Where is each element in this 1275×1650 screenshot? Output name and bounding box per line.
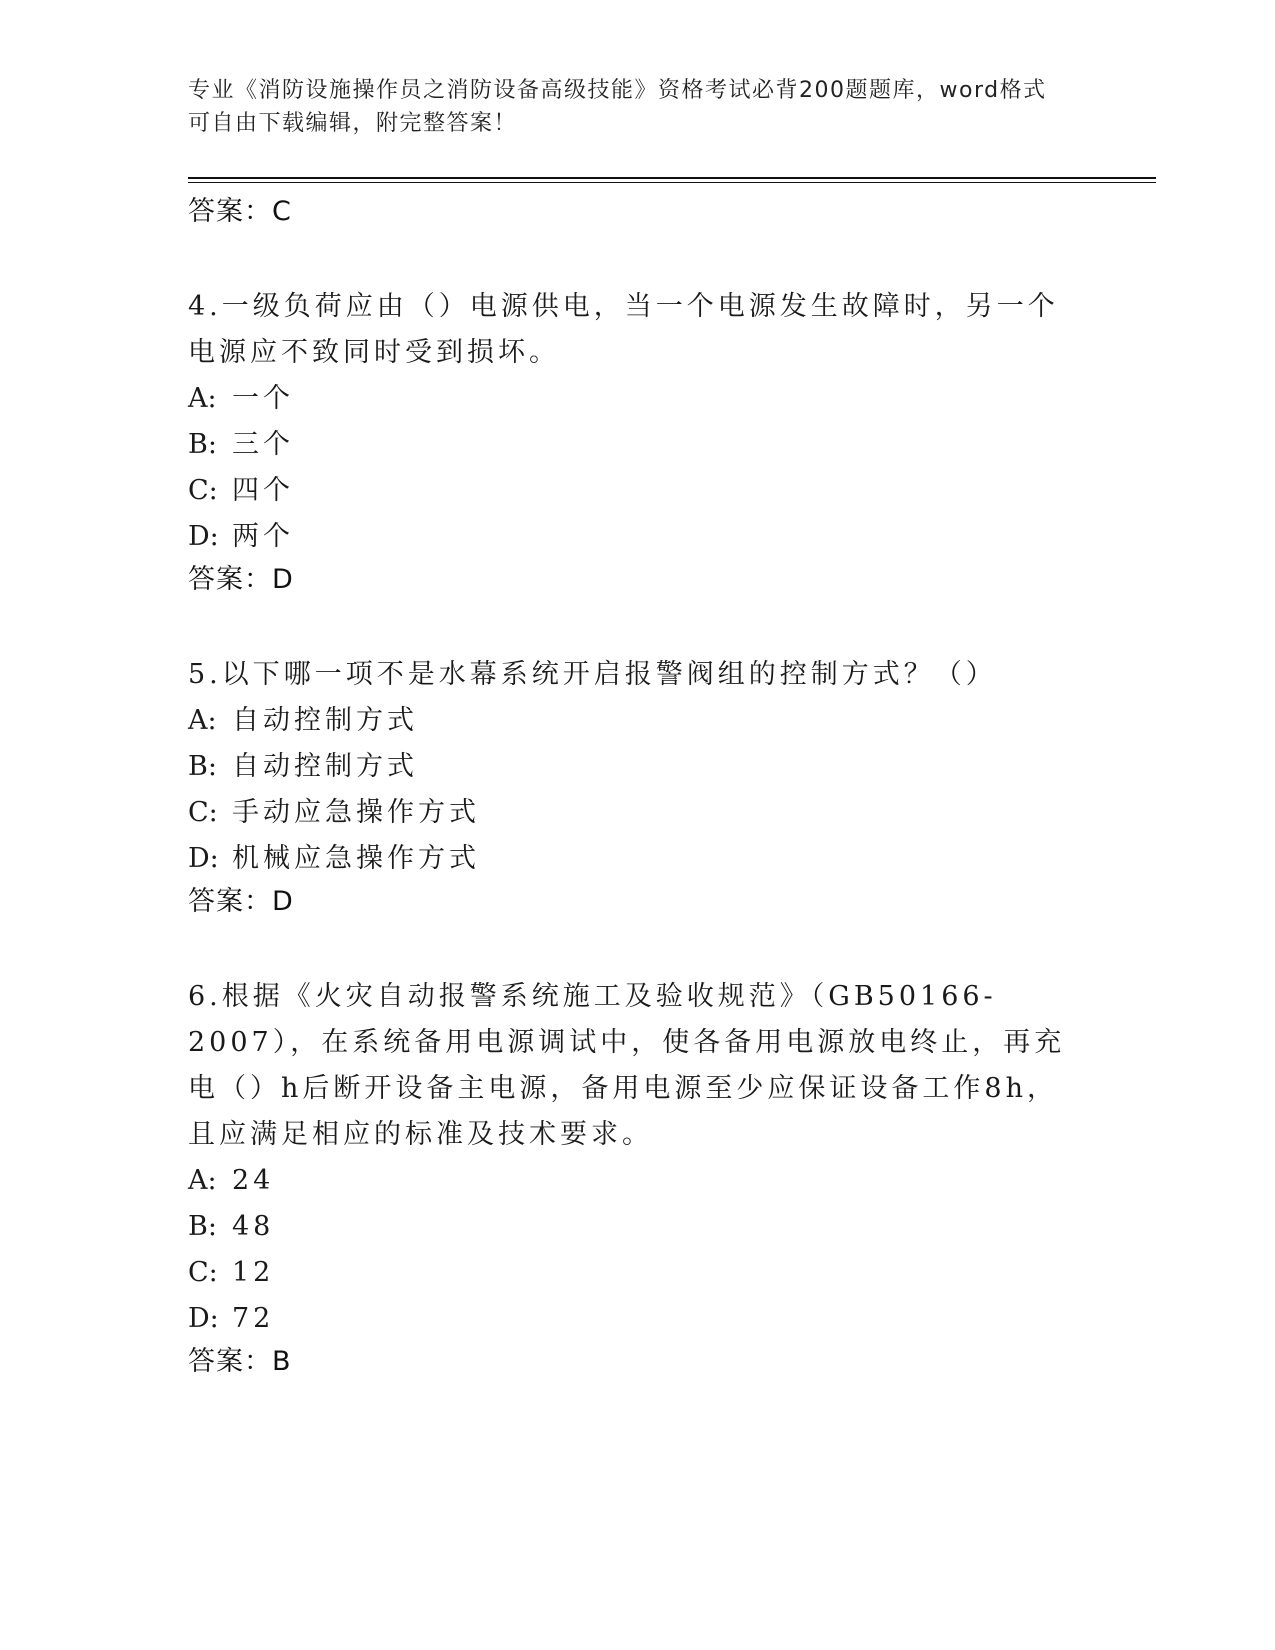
option-text: 12 [232, 1257, 275, 1288]
option-text: 48 [232, 1211, 275, 1242]
option-label: C: [188, 475, 218, 506]
question-4 [188, 284, 1088, 600]
question-stem: 6.根据《火灾自动报警系统施工及验收规范》（GB50166-2007），在系统备用电源调试中，使各备用电源放电终止，再充电（）h后断开设备主电源，备用电源至少应保证设备工作8h，且应满足相应的标准及技术要求。 [188, 981, 1066, 1150]
previous-answer: 答案：C [188, 196, 292, 227]
option-label: D: [188, 1303, 219, 1334]
option-text: 手动应急操作方式 [232, 797, 480, 828]
question-list [188, 192, 1088, 1382]
option-text: 两个 [232, 521, 294, 552]
option-a [188, 698, 1088, 744]
option-text: 三个 [232, 429, 294, 460]
option-d [188, 1296, 1088, 1342]
option-label: C: [188, 797, 218, 828]
option-text: 自动控制方式 [232, 705, 418, 736]
option-c [188, 468, 1088, 514]
question-stem: 5.以下哪一项不是水幕系统开启报警阀组的控制方式？（） [188, 659, 997, 690]
option-text: 72 [232, 1303, 275, 1334]
option-c [188, 1250, 1088, 1296]
question-answer: 答案：B [188, 1346, 292, 1377]
question-5 [188, 652, 1088, 922]
question-answer: 答案：D [188, 564, 294, 595]
option-label: C: [188, 1257, 218, 1288]
option-label: B: [188, 429, 217, 460]
option-label: A: [188, 705, 217, 736]
option-b [188, 1204, 1088, 1250]
option-text: 机械应急操作方式 [232, 843, 480, 874]
option-text: 自动控制方式 [232, 751, 418, 782]
option-label: A: [188, 383, 217, 414]
option-text: 四个 [232, 475, 294, 506]
question-answer: 答案：D [188, 886, 294, 917]
option-b [188, 744, 1088, 790]
option-label: B: [188, 1211, 217, 1242]
page-header: 专业《消防设施操作员之消防设备高级技能》资格考试必背200题题库，word格式可自由下载编辑，附完整答案！ [188, 78, 1047, 136]
question-6 [188, 974, 1088, 1382]
option-text: 24 [232, 1165, 275, 1196]
header-divider-thick [188, 177, 1156, 179]
option-a [188, 376, 1088, 422]
option-label: A: [188, 1165, 217, 1196]
option-b [188, 422, 1088, 468]
option-a [188, 1158, 1088, 1204]
question-stem: 4.一级负荷应由（）电源供电，当一个电源发生故障时，另一个电源应不致同时受到损坏。 [188, 291, 1059, 368]
option-label: B: [188, 751, 217, 782]
option-d [188, 514, 1088, 560]
option-label: D: [188, 521, 219, 552]
option-c [188, 790, 1088, 836]
option-d [188, 836, 1088, 882]
header-divider-thin [188, 182, 1156, 183]
option-label: D: [188, 843, 219, 874]
option-text: 一个 [232, 383, 294, 414]
